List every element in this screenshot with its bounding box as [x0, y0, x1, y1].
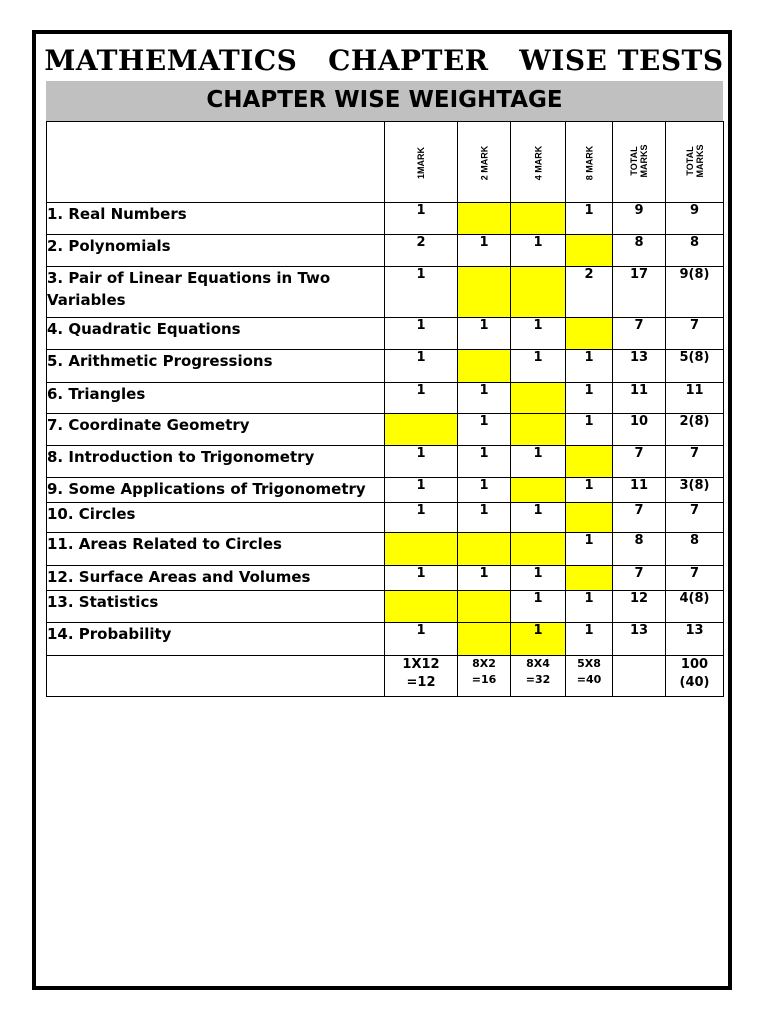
cell-8-mark: 1: [566, 591, 613, 623]
weightage-table: [46, 121, 724, 697]
chapter-name: 10. Circles: [47, 503, 385, 533]
cell-2-mark: 1: [458, 235, 511, 267]
cell-8-mark: 1: [566, 478, 613, 503]
cell-4-mark: 1: [511, 235, 566, 267]
cell-total-marks: 12: [613, 591, 666, 623]
table-row: [47, 235, 724, 267]
cell-total-marks: 7: [613, 566, 666, 591]
cell-total-marks-alt: 4(8): [666, 591, 724, 623]
cell-8-mark: [566, 235, 613, 267]
cell-2-mark: [458, 591, 511, 623]
cell-4-mark: 1: [511, 350, 566, 383]
total-1-mark: 1X12 =12: [385, 656, 458, 697]
grand-total: 100 (40): [666, 656, 724, 697]
cell-1-mark: [385, 533, 458, 566]
cell-4-mark: 1: [511, 318, 566, 350]
cell-total-marks-alt: 7: [666, 503, 724, 533]
cell-total-marks-alt: 3(8): [666, 478, 724, 503]
cell-1-mark: 1: [385, 478, 458, 503]
cell-4-mark: [511, 414, 566, 446]
cell-2-mark: [458, 533, 511, 566]
chapter-name: 11. Areas Related to Circles: [47, 533, 385, 566]
cell-2-mark: [458, 203, 511, 235]
cell-8-mark: [566, 503, 613, 533]
table-row: [47, 503, 724, 533]
cell-total-marks: 7: [613, 318, 666, 350]
cell-2-mark: [458, 350, 511, 383]
cell-total-marks-alt: 5(8): [666, 350, 724, 383]
header-total-marks: TOTAL MARKS: [613, 122, 666, 203]
cell-8-mark: [566, 446, 613, 478]
cell-total-marks-alt: 13: [666, 623, 724, 656]
total-4-mark: 8X4 =32: [511, 656, 566, 697]
chapter-name: 1. Real Numbers: [47, 203, 385, 235]
cell-1-mark: 1: [385, 566, 458, 591]
cell-total-marks: 11: [613, 478, 666, 503]
chapter-name: 7. Coordinate Geometry: [47, 414, 385, 446]
chapter-name: 6. Triangles: [47, 383, 385, 414]
cell-8-mark: [566, 318, 613, 350]
table-row: [47, 478, 724, 503]
total-8-mark: 5X8 =40: [566, 656, 613, 697]
cell-4-mark: [511, 533, 566, 566]
cell-8-mark: 1: [566, 383, 613, 414]
cell-2-mark: 1: [458, 566, 511, 591]
totals-row: [47, 656, 724, 697]
cell-total-marks: 10: [613, 414, 666, 446]
cell-total-marks-alt: 9: [666, 203, 724, 235]
table-row: [47, 414, 724, 446]
cell-total-marks-alt: 2(8): [666, 414, 724, 446]
cell-total-marks: 17: [613, 267, 666, 318]
table-row: [47, 350, 724, 383]
cell-4-mark: 1: [511, 623, 566, 656]
chapter-name: 14. Probability: [47, 623, 385, 656]
table-title: CHAPTER WISE WEIGHTAGE: [206, 87, 563, 113]
cell-total-marks-alt: 7: [666, 318, 724, 350]
cell-1-mark: 1: [385, 623, 458, 656]
cell-8-mark: [566, 566, 613, 591]
totals-label-cell: [47, 656, 385, 697]
cell-8-mark: 2: [566, 267, 613, 318]
chapter-name: 8. Introduction to Trigonometry: [47, 446, 385, 478]
chapter-name: 9. Some Applications of Trigonometry: [47, 478, 385, 503]
cell-total-marks: 11: [613, 383, 666, 414]
chapter-name: 2. Polynomials: [47, 235, 385, 267]
table-row: [47, 446, 724, 478]
cell-1-mark: 1: [385, 383, 458, 414]
subtitle-band: [46, 81, 723, 121]
chapter-name: 4. Quadratic Equations: [47, 318, 385, 350]
table-row: [47, 318, 724, 350]
cell-2-mark: 1: [458, 414, 511, 446]
cell-4-mark: [511, 383, 566, 414]
cell-4-mark: [511, 267, 566, 318]
table-row: [47, 591, 724, 623]
cell-1-mark: 1: [385, 446, 458, 478]
table-row: [47, 267, 724, 318]
table-row: [47, 383, 724, 414]
cell-8-mark: 1: [566, 623, 613, 656]
cell-2-mark: 1: [458, 503, 511, 533]
cell-1-mark: 1: [385, 318, 458, 350]
total-marks-empty: [613, 656, 666, 697]
cell-total-marks-alt: 7: [666, 566, 724, 591]
cell-1-mark: 2: [385, 235, 458, 267]
header-row: [47, 122, 724, 203]
header-total-marks-alt: TOTAL MARKS: [666, 122, 724, 203]
cell-8-mark: 1: [566, 350, 613, 383]
cell-4-mark: [511, 203, 566, 235]
cell-total-marks-alt: 8: [666, 533, 724, 566]
cell-4-mark: 1: [511, 446, 566, 478]
cell-2-mark: 1: [458, 383, 511, 414]
cell-1-mark: 1: [385, 350, 458, 383]
cell-total-marks: 13: [613, 623, 666, 656]
cell-8-mark: 1: [566, 533, 613, 566]
chapter-name: 13. Statistics: [47, 591, 385, 623]
cell-4-mark: [511, 478, 566, 503]
cell-total-marks-alt: 11: [666, 383, 724, 414]
cell-1-mark: 1: [385, 503, 458, 533]
cell-total-marks: 9: [613, 203, 666, 235]
header-8-mark: 8 MARK: [566, 122, 613, 203]
cell-total-marks: 7: [613, 503, 666, 533]
header-chapter: [47, 122, 385, 203]
cell-total-marks-alt: 7: [666, 446, 724, 478]
cell-2-mark: 1: [458, 318, 511, 350]
header-4-mark: 4 MARK: [511, 122, 566, 203]
cell-total-marks: 8: [613, 533, 666, 566]
cell-2-mark: [458, 267, 511, 318]
cell-8-mark: 1: [566, 414, 613, 446]
page-title: MATHEMATICS CHAPTER WISE TESTS: [44, 44, 724, 77]
total-2-mark: 8X2 =16: [458, 656, 511, 697]
chapter-name: 5. Arithmetic Progressions: [47, 350, 385, 383]
cell-1-mark: 1: [385, 203, 458, 235]
cell-total-marks: 13: [613, 350, 666, 383]
chapter-name: 3. Pair of Linear Equations in Two Variables: [47, 267, 385, 318]
cell-1-mark: [385, 414, 458, 446]
cell-total-marks-alt: 9(8): [666, 267, 724, 318]
cell-1-mark: 1: [385, 267, 458, 318]
chapter-name: 12. Surface Areas and Volumes: [47, 566, 385, 591]
cell-total-marks: 7: [613, 446, 666, 478]
cell-4-mark: 1: [511, 591, 566, 623]
cell-4-mark: 1: [511, 566, 566, 591]
cell-8-mark: 1: [566, 203, 613, 235]
table-row: [47, 533, 724, 566]
cell-total-marks: 8: [613, 235, 666, 267]
header-1-mark: 1MARK: [385, 122, 458, 203]
cell-1-mark: [385, 591, 458, 623]
cell-2-mark: 1: [458, 446, 511, 478]
header-2-mark: 2 MARK: [458, 122, 511, 203]
table-row: [47, 623, 724, 656]
table-row: [47, 566, 724, 591]
cell-2-mark: 1: [458, 478, 511, 503]
cell-4-mark: 1: [511, 503, 566, 533]
table-row: [47, 203, 724, 235]
cell-total-marks-alt: 8: [666, 235, 724, 267]
cell-2-mark: [458, 623, 511, 656]
